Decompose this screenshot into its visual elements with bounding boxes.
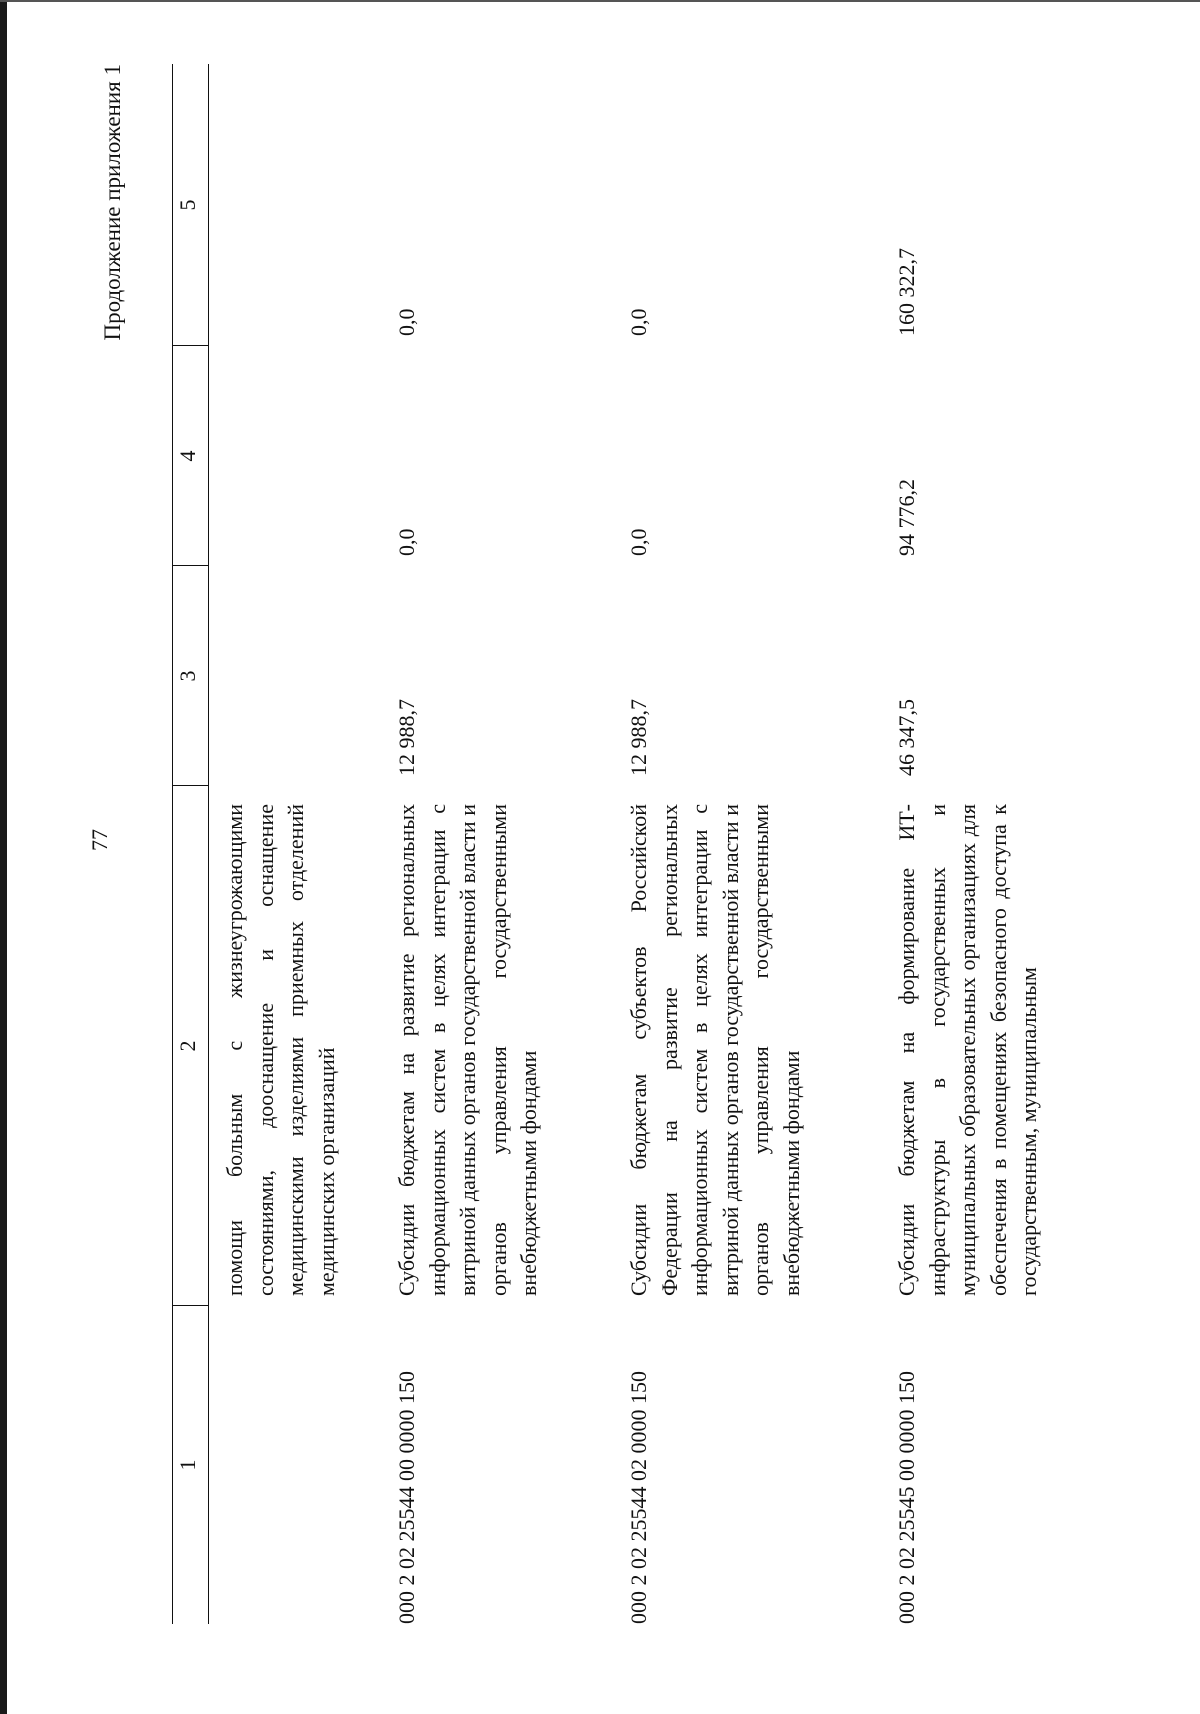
row-description: помощи больным с жизнеугрожающими состояниями, дооснащение и оснащение медицинскими изделиями приемных отделений медицинских организаций	[222, 804, 339, 1296]
header-bottom-border	[208, 64, 209, 1624]
budget-code: 000 2 02 25544 02 0000 150	[626, 1371, 651, 1624]
column-number: 2	[175, 1040, 200, 1052]
continuation-label: Продолжение приложения 1	[100, 64, 125, 341]
value-col5: 160 322,7	[894, 248, 919, 336]
value-col3: 12 988,7	[394, 699, 419, 776]
value-col3: 12 988,7	[626, 699, 651, 776]
column-number: 5	[175, 199, 200, 211]
budget-code: 000 2 02 25544 00 0000 150	[394, 1371, 419, 1624]
budget-code: 000 2 02 25545 00 0000 150	[894, 1371, 919, 1624]
row-description: Субсидии бюджетам на развитие региональных информационных систем в целях интеграции с витриной данных органов государственной власти и органов управления государственными внебюджетными фондами	[394, 804, 541, 1296]
row-description: Субсидии бюджетам на формирование ИТ-инфраструктуры в государственных и муниципальных образовательных организациях для обеспечения в помещениях безопасного доступа к государственным, муниципальным	[894, 804, 1041, 1296]
value-col5: 0,0	[626, 308, 651, 336]
page-number: 77	[87, 829, 112, 851]
value-col5: 0,0	[394, 308, 419, 336]
table-top-border	[172, 64, 173, 1624]
value-col3: 46 347,5	[894, 699, 919, 776]
column-number: 1	[175, 1459, 200, 1471]
row-description: Субсидии бюджетам субъектов Российской Федерации на развитие региональных информационных систем в целях интеграции с витриной данных органов государственной власти и органов управления государственными внебюджетными фондами	[626, 804, 804, 1296]
column-number: 4	[175, 450, 200, 462]
value-col4: 94 776,2	[894, 479, 919, 556]
value-col4: 0,0	[394, 528, 419, 556]
column-number: 3	[175, 670, 200, 682]
value-col4: 0,0	[626, 528, 651, 556]
